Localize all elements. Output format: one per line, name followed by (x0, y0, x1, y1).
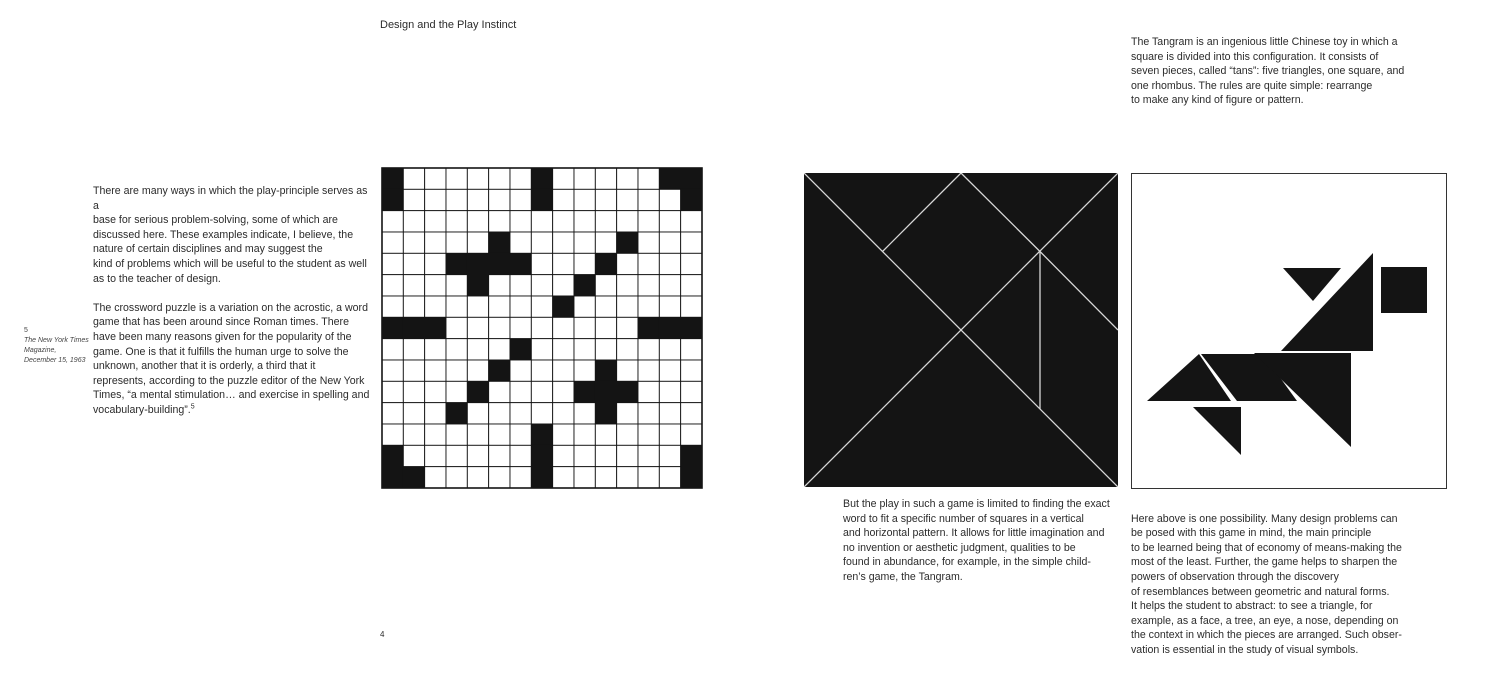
crossword-white-cell (617, 317, 638, 338)
crossword-white-cell (489, 445, 510, 466)
crossword-white-cell (382, 253, 403, 274)
crossword-white-cell (403, 253, 424, 274)
crossword-white-cell (446, 232, 467, 253)
crossword-white-cell (681, 381, 702, 402)
crossword-grid (381, 167, 703, 489)
crossword-white-cell (382, 339, 403, 360)
crossword-white-cell (403, 381, 424, 402)
crossword-white-cell (574, 232, 595, 253)
crossword-white-cell (382, 275, 403, 296)
crossword-white-cell (425, 168, 446, 189)
crossword-black-cell (681, 445, 702, 466)
crossword-white-cell (553, 253, 574, 274)
crossword-white-cell (681, 296, 702, 317)
crossword-white-cell (382, 424, 403, 445)
crossword-white-cell (489, 339, 510, 360)
crossword-white-cell (531, 381, 552, 402)
running-head: Design and the Play Instinct (380, 19, 517, 31)
crossword-white-cell (574, 317, 595, 338)
crossword-white-cell (659, 360, 680, 381)
crossword-white-cell (574, 296, 595, 317)
crossword-white-cell (403, 445, 424, 466)
crossword-white-cell (681, 232, 702, 253)
crossword-white-cell (489, 168, 510, 189)
crossword-black-cell (446, 403, 467, 424)
crossword-white-cell (510, 275, 531, 296)
crossword-white-cell (553, 467, 574, 488)
crossword-white-cell (638, 168, 659, 189)
crossword-white-cell (489, 296, 510, 317)
crossword-white-cell (659, 467, 680, 488)
crossword-white-cell (595, 424, 616, 445)
crossword-white-cell (553, 445, 574, 466)
crossword-white-cell (510, 360, 531, 381)
crossword-black-cell (659, 317, 680, 338)
crossword-white-cell (659, 296, 680, 317)
crossword-black-cell (467, 381, 488, 402)
crossword-white-cell (467, 211, 488, 232)
crossword-white-cell (510, 317, 531, 338)
crossword-white-cell (446, 189, 467, 210)
crossword-white-cell (574, 360, 595, 381)
footnote (24, 326, 94, 366)
crossword-white-cell (467, 317, 488, 338)
crossword-white-cell (510, 381, 531, 402)
crossword-black-cell (574, 275, 595, 296)
crossword-white-cell (595, 339, 616, 360)
tangram-piece-square (1381, 267, 1427, 313)
crossword-white-cell (403, 189, 424, 210)
crossword-white-cell (446, 339, 467, 360)
crossword-white-cell (659, 253, 680, 274)
crossword-white-cell (638, 339, 659, 360)
crossword-white-cell (553, 360, 574, 381)
crossword-white-cell (382, 381, 403, 402)
tangram-square-figure (804, 173, 1118, 487)
crossword-white-cell (574, 445, 595, 466)
crossword-white-cell (681, 360, 702, 381)
crossword-white-cell (467, 467, 488, 488)
crossword-white-cell (638, 253, 659, 274)
crossword-black-cell (638, 317, 659, 338)
crossword-white-cell (382, 232, 403, 253)
crossword-white-cell (659, 424, 680, 445)
crossword-white-cell (467, 445, 488, 466)
crossword-white-cell (446, 381, 467, 402)
crossword-black-cell (681, 467, 702, 488)
crossword-white-cell (553, 424, 574, 445)
crossword-black-cell (467, 275, 488, 296)
crossword-white-cell (446, 317, 467, 338)
crossword-white-cell (403, 211, 424, 232)
crossword-white-cell (617, 189, 638, 210)
crossword-white-cell (425, 467, 446, 488)
crossword-white-cell (425, 296, 446, 317)
crossword-white-cell (425, 232, 446, 253)
crossword-white-cell (574, 211, 595, 232)
crossword-white-cell (425, 275, 446, 296)
crossword-white-cell (425, 339, 446, 360)
crossword-white-cell (595, 275, 616, 296)
tangram-intro-text: The Tangram is an ingenious little Chinese toy in which a square is divided into this configuration. It consists of seven pieces, called “tans”: five triangles, one square, and one rhombus. The rules are quite simple: rearrange to make any kind of figure or pattern. (1131, 36, 1405, 107)
crossword-white-cell (531, 317, 552, 338)
crossword-white-cell (425, 445, 446, 466)
crossword-black-cell (382, 317, 403, 338)
crossword-white-cell (531, 360, 552, 381)
crossword-white-cell (467, 339, 488, 360)
footnote-source: The New York Times Magazine, December 15, 1963 (24, 337, 89, 364)
crossword-white-cell (659, 445, 680, 466)
crossword-white-cell (638, 275, 659, 296)
crossword-white-cell (531, 232, 552, 253)
intro-paragraph: There are many ways in which the play-principle serves as a base for serious problem-solving, some of which are discussed here. These examples indicate, I believe, the nature of certain disciplines and may suggest the kind of problems which will be useful to the student as well as to the teacher of design. (93, 185, 368, 285)
crossword-white-cell (489, 467, 510, 488)
crossword-white-cell (617, 445, 638, 466)
crossword-paragraph-text: The crossword puzzle is a variation on the acrostic, a word game that has been around since Roman times. There have been many reasons given for the popularity of the game. One is that it fulfills the human urge to solve the unknown, another that it is orderly, a third that it represents, according to the puzzle editor of the New York Times, “a mental stimulation… and exercise in spelling and vocabulary-building”. (93, 301, 370, 416)
crossword-white-cell (617, 339, 638, 360)
crossword-white-cell (489, 381, 510, 402)
crossword-white-cell (595, 189, 616, 210)
crossword-white-cell (659, 232, 680, 253)
crossword-white-cell (403, 360, 424, 381)
crossword-paragraph (93, 301, 373, 418)
crossword-white-cell (382, 360, 403, 381)
crossword-white-cell (681, 403, 702, 424)
crossword-white-cell (574, 424, 595, 445)
crossword-white-cell (446, 424, 467, 445)
crossword-white-cell (446, 211, 467, 232)
crossword-black-cell (489, 360, 510, 381)
crossword-white-cell (489, 424, 510, 445)
crossword-black-cell (595, 403, 616, 424)
crossword-white-cell (638, 232, 659, 253)
crossword-white-cell (489, 211, 510, 232)
crossword-white-cell (617, 403, 638, 424)
crossword-white-cell (382, 403, 403, 424)
crossword-white-cell (510, 189, 531, 210)
crossword-black-cell (617, 381, 638, 402)
crossword-white-cell (553, 232, 574, 253)
crossword-white-cell (681, 275, 702, 296)
crossword-white-cell (638, 360, 659, 381)
crossword-white-cell (510, 232, 531, 253)
crossword-white-cell (659, 189, 680, 210)
crossword-white-cell (510, 296, 531, 317)
crossword-black-cell (425, 317, 446, 338)
crossword-black-cell (595, 360, 616, 381)
crossword-black-cell (659, 168, 680, 189)
crossword-white-cell (659, 403, 680, 424)
crossword-white-cell (659, 211, 680, 232)
crossword-white-cell (403, 339, 424, 360)
crossword-white-cell (531, 339, 552, 360)
left-column-text (93, 184, 373, 418)
crossword-black-cell (531, 467, 552, 488)
crossword-white-cell (617, 211, 638, 232)
crossword-white-cell (531, 296, 552, 317)
crossword-white-cell (467, 360, 488, 381)
crossword-white-cell (425, 253, 446, 274)
crossword-white-cell (681, 339, 702, 360)
crossword-white-cell (553, 189, 574, 210)
crossword-white-cell (681, 253, 702, 274)
crossword-black-cell (617, 232, 638, 253)
crossword-white-cell (425, 403, 446, 424)
crossword-black-cell (531, 445, 552, 466)
crossword-white-cell (553, 211, 574, 232)
crossword-white-cell (659, 275, 680, 296)
crossword-white-cell (595, 232, 616, 253)
crossword-white-cell (574, 403, 595, 424)
crossword-white-cell (553, 168, 574, 189)
crossword-white-cell (510, 211, 531, 232)
crossword-white-cell (403, 168, 424, 189)
crossword-white-cell (382, 211, 403, 232)
crossword-white-cell (446, 275, 467, 296)
crossword-black-cell (382, 168, 403, 189)
crossword-black-cell (382, 189, 403, 210)
crossword-white-cell (681, 211, 702, 232)
crossword-white-cell (531, 403, 552, 424)
crossword-white-cell (446, 296, 467, 317)
crossword-white-cell (467, 232, 488, 253)
crossword-white-cell (617, 467, 638, 488)
crossword-white-cell (467, 403, 488, 424)
crossword-black-cell (467, 253, 488, 274)
crossword-white-cell (403, 232, 424, 253)
crossword-black-cell (403, 467, 424, 488)
crossword-white-cell (574, 339, 595, 360)
crossword-white-cell (638, 467, 659, 488)
crossword-white-cell (510, 424, 531, 445)
crossword-white-cell (425, 424, 446, 445)
crossword-white-cell (638, 424, 659, 445)
crossword-white-cell (681, 424, 702, 445)
crossword-white-cell (531, 253, 552, 274)
crossword-white-cell (467, 168, 488, 189)
crossword-white-cell (638, 296, 659, 317)
crossword-black-cell (531, 424, 552, 445)
page-number: 4 (380, 630, 385, 639)
crossword-black-cell (446, 253, 467, 274)
crossword-white-cell (531, 211, 552, 232)
tangram-possibility-text: Here above is one possibility. Many design problems can be posed with this game in mind, the main principle to be learned being that of economy of means-making the most of the least. Further, the game helps to sharpen the powers of observation through the discovery of resemblances between geometric and natural forms. It helps the student to abstract: to see a triangle, for example, as a face, a tree, an eye, a nose, depending on the context in which the pieces are arranged. Such obser- vation is essential in the study of visual symbols. (1131, 512, 1402, 656)
crossword-white-cell (489, 403, 510, 424)
crossword-white-cell (467, 189, 488, 210)
crossword-white-cell (425, 381, 446, 402)
crossword-black-cell (681, 317, 702, 338)
crossword-white-cell (446, 445, 467, 466)
crossword-black-cell (574, 381, 595, 402)
crossword-black-cell (489, 253, 510, 274)
crossword-white-cell (638, 381, 659, 402)
crossword-black-cell (510, 339, 531, 360)
crossword-white-cell (617, 168, 638, 189)
crossword-white-cell (617, 360, 638, 381)
crossword-white-cell (574, 253, 595, 274)
crossword-white-cell (403, 424, 424, 445)
crossword-white-cell (617, 253, 638, 274)
crossword-white-cell (425, 189, 446, 210)
crossword-white-cell (446, 168, 467, 189)
crossword-black-cell (595, 253, 616, 274)
crossword-white-cell (403, 403, 424, 424)
crossword-white-cell (489, 189, 510, 210)
crossword-white-cell (638, 445, 659, 466)
crossword-white-cell (467, 424, 488, 445)
crossword-black-cell (403, 317, 424, 338)
crossword-white-cell (617, 424, 638, 445)
crossword-white-cell (446, 360, 467, 381)
crossword-white-cell (553, 339, 574, 360)
crossword-black-cell (553, 296, 574, 317)
crossword-white-cell (638, 189, 659, 210)
crossword-white-cell (510, 403, 531, 424)
crossword-white-cell (595, 445, 616, 466)
crossword-white-cell (467, 296, 488, 317)
crossword-black-cell (531, 189, 552, 210)
crossword-white-cell (595, 296, 616, 317)
crossword-white-cell (659, 339, 680, 360)
crossword-white-cell (553, 403, 574, 424)
crossword-white-cell (553, 275, 574, 296)
footnote-number: 5 (24, 327, 28, 334)
crossword-white-cell (553, 381, 574, 402)
crossword-white-cell (425, 211, 446, 232)
tangram-limitation-text: But the play in such a game is limited to finding the exact word to fit a specific number of squares in a vertical and horizontal pattern. It allows for little imagination and no invention or aesthetic judgment, qualities to be found in abundance, for example, in the simple child- ren’s game, the Tangram. (843, 498, 1110, 583)
crossword-white-cell (489, 317, 510, 338)
crossword-white-cell (510, 467, 531, 488)
crossword-black-cell (382, 445, 403, 466)
crossword-white-cell (574, 189, 595, 210)
tangram-bird-figure (1131, 173, 1447, 489)
crossword-black-cell (489, 232, 510, 253)
crossword-black-cell (681, 168, 702, 189)
crossword-white-cell (659, 381, 680, 402)
crossword-white-cell (574, 168, 595, 189)
crossword-white-cell (403, 275, 424, 296)
crossword-white-cell (553, 317, 574, 338)
crossword-white-cell (510, 168, 531, 189)
crossword-white-cell (595, 211, 616, 232)
tangram-figure-frame (1132, 174, 1447, 489)
crossword-white-cell (638, 211, 659, 232)
crossword-white-cell (382, 296, 403, 317)
crossword-white-cell (595, 168, 616, 189)
crossword-black-cell (595, 381, 616, 402)
crossword-white-cell (595, 467, 616, 488)
crossword-black-cell (382, 467, 403, 488)
crossword-white-cell (446, 467, 467, 488)
crossword-white-cell (617, 296, 638, 317)
crossword-black-cell (510, 253, 531, 274)
crossword-black-cell (681, 189, 702, 210)
crossword-black-cell (531, 168, 552, 189)
crossword-white-cell (425, 360, 446, 381)
crossword-white-cell (595, 317, 616, 338)
crossword-white-cell (403, 296, 424, 317)
footnote-reference: 5 (190, 403, 195, 411)
crossword-white-cell (489, 275, 510, 296)
crossword-white-cell (531, 275, 552, 296)
crossword-white-cell (510, 445, 531, 466)
crossword-white-cell (617, 275, 638, 296)
crossword-white-cell (638, 403, 659, 424)
crossword-white-cell (574, 467, 595, 488)
